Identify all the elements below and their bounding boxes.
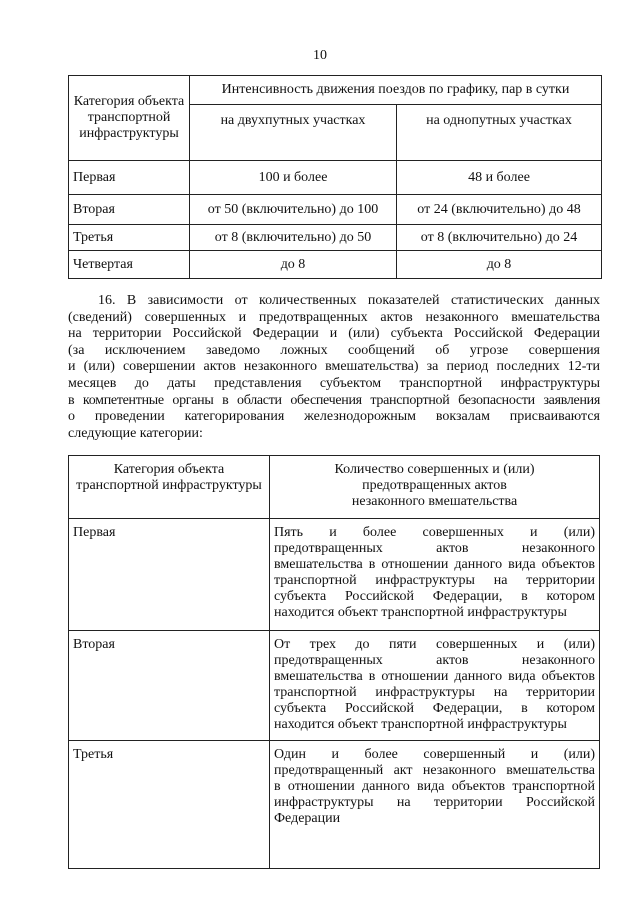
cell-line: предотвращенный акт незаконного вмешательства (274, 763, 595, 778)
double-cell: до 8 (190, 251, 397, 279)
category-cell: Вторая (69, 195, 190, 225)
cell-line: Федерации (274, 811, 341, 826)
table-row (69, 225, 602, 251)
cell-line: транспортной инфраструктуры на территории (274, 685, 595, 700)
cell-line: инфраструктуры на территории Российской (274, 795, 595, 810)
cell-line: Пять и более совершенных и (или) (274, 525, 595, 540)
category-cell: Вторая (69, 631, 270, 741)
table-row (69, 161, 602, 195)
single-cell: от 24 (включительно) до 48 (397, 195, 602, 225)
cell-line: субъекта Российской Федерации, в котором (274, 589, 595, 604)
paragraph-16 (68, 293, 600, 442)
incident-count-table (68, 455, 600, 869)
paragraph-line: на территории Российской Федерации и (или) субъекта Российской Федерации (68, 326, 600, 342)
paragraph-line: 16. В зависимости от количественных показателей статистических данных (98, 293, 600, 308)
cell-line: транспортной инфраструктуры на территории (274, 573, 595, 588)
table-row (69, 631, 600, 741)
cell-line: вмешательства в отношении данного вида объектов (274, 669, 595, 684)
count-cell (270, 741, 600, 869)
cell-line: в отношении данного вида объектов транспортной (274, 779, 595, 794)
subheader-double-track: на двухпутных участках (190, 105, 397, 161)
cell-line: находится объект транспортной инфраструктуры (274, 605, 567, 620)
page-number: 10 (313, 48, 327, 63)
paragraph-line: следующие категории: (68, 425, 203, 441)
paragraph-line: в компетентные органы в области обеспечения транспортной безопасности заявления (68, 392, 600, 408)
paragraph-line: (сведений) совершенных и предотвращенных актов незаконного вмешательства (68, 309, 600, 325)
header-count: Количество совершенных и (или) предотвращенных актов незаконного вмешательства (270, 456, 600, 519)
paragraph-line: (за исключением заведомо ложных сообщений об угрозе совершения (68, 342, 600, 358)
category-cell: Четвертая (69, 251, 190, 279)
count-cell (270, 631, 600, 741)
single-cell: от 8 (включительно) до 24 (397, 225, 602, 251)
train-intensity-table (68, 75, 602, 279)
table-row (69, 195, 602, 225)
single-cell: до 8 (397, 251, 602, 279)
cell-line: От трех до пяти совершенных и (или) (274, 637, 595, 652)
category-cell: Первая (69, 161, 190, 195)
cell-line: находится объект транспортной инфраструктуры (274, 717, 567, 732)
category-cell: Третья (69, 741, 270, 869)
cell-line: вмешательства в отношении данного вида объектов (274, 557, 595, 572)
table-row (69, 741, 600, 869)
paragraph-line: о проведении категорирования железнодорожным вокзалам присваиваются (68, 409, 600, 425)
header-category: Категория объекта транспортной инфраструктуры (69, 76, 190, 161)
count-cell (270, 519, 600, 631)
table-row (69, 519, 600, 631)
double-cell: 100 и более (190, 161, 397, 195)
paragraph-line: месяцев до даты представления субъектом транспортной инфраструктуры (68, 375, 600, 391)
single-cell: 48 и более (397, 161, 602, 195)
cell-line: субъекта Российской Федерации, в котором (274, 701, 595, 716)
header-category: Категория объекта транспортной инфраструктуры (69, 456, 270, 519)
double-cell: от 8 (включительно) до 50 (190, 225, 397, 251)
cell-line: предотвращенных актов незаконного (274, 541, 595, 556)
category-cell: Третья (69, 225, 190, 251)
subheader-single-track: на однопутных участках (397, 105, 602, 161)
double-cell: от 50 (включительно) до 100 (190, 195, 397, 225)
header-intensity: Интенсивность движения поездов по графику, пар в сутки (190, 76, 602, 105)
category-cell: Первая (69, 519, 270, 631)
paragraph-line: и (или) совершении актов незаконного вмешательства) за период последних 12-ти (68, 359, 600, 375)
cell-line: Один и более совершенный и (или) (274, 747, 595, 762)
table-row (69, 251, 602, 279)
cell-line: предотвращенных актов незаконного (274, 653, 595, 668)
